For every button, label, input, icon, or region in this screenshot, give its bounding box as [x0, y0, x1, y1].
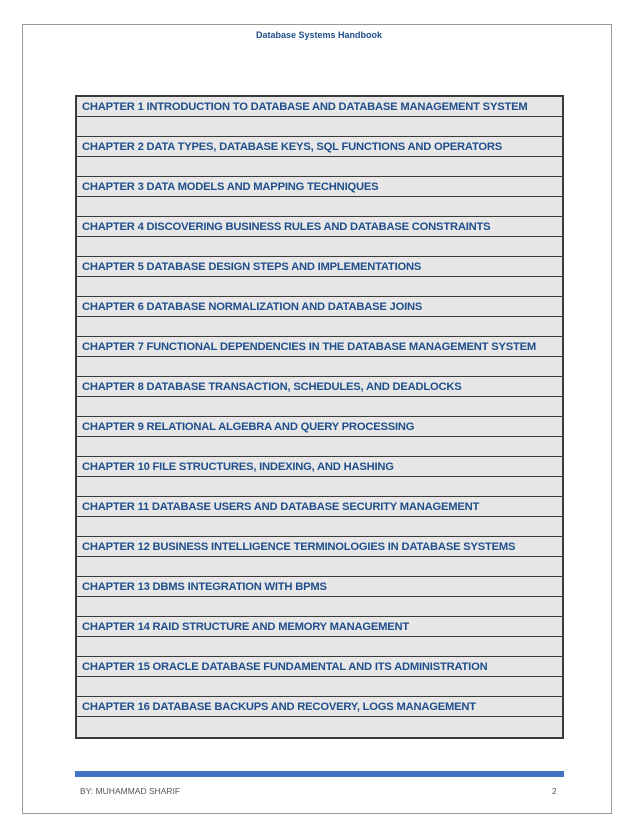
toc-chapter-row[interactable] — [77, 697, 562, 717]
toc-chapter-label: CHAPTER 16 DATABASE BACKUPS AND RECOVERY, LOGS MANAGEMENT — [82, 700, 476, 713]
toc-chapter-label: CHAPTER 1 INTRODUCTION TO DATABASE AND DATABASE MANAGEMENT SYSTEM — [82, 100, 528, 113]
footer-page-number: 2 — [552, 786, 557, 796]
toc-spacer-row — [77, 557, 562, 577]
toc-chapter-row[interactable] — [77, 657, 562, 677]
toc-chapter-row[interactable] — [77, 137, 562, 157]
toc-chapter-row[interactable] — [77, 537, 562, 557]
toc-spacer-row — [77, 677, 562, 697]
toc-chapter-row[interactable] — [77, 297, 562, 317]
document-header-title: Database Systems Handbook — [255, 30, 383, 40]
toc-chapter-label: CHAPTER 13 DBMS INTEGRATION WITH BPMS — [82, 580, 327, 593]
toc-spacer-row — [77, 517, 562, 537]
toc-spacer-row — [77, 317, 562, 337]
toc-spacer-row — [77, 237, 562, 257]
toc-chapter-label: CHAPTER 6 DATABASE NORMALIZATION AND DATABASE JOINS — [82, 300, 423, 313]
toc-chapter-label: CHAPTER 8 DATABASE TRANSACTION, SCHEDULES, AND DEADLOCKS — [82, 380, 462, 393]
toc-chapter-label: CHAPTER 15 ORACLE DATABASE FUNDAMENTAL AND ITS ADMINISTRATION — [82, 660, 488, 673]
toc-spacer-row — [77, 397, 562, 417]
toc-spacer-row — [77, 637, 562, 657]
toc-chapter-label: CHAPTER 2 DATA TYPES, DATABASE KEYS, SQL FUNCTIONS AND OPERATORS — [82, 140, 503, 153]
toc-chapter-label: CHAPTER 3 DATA MODELS AND MAPPING TECHNIQUES — [82, 180, 379, 193]
toc-chapter-label: CHAPTER 5 DATABASE DESIGN STEPS AND IMPLEMENTATIONS — [82, 260, 422, 273]
toc-chapter-row[interactable] — [77, 217, 562, 237]
toc-chapter-label: CHAPTER 11 DATABASE USERS AND DATABASE SECURITY MANAGEMENT — [82, 500, 480, 513]
toc-chapter-label: CHAPTER 9 RELATIONAL ALGEBRA AND QUERY PROCESSING — [82, 420, 415, 433]
footer-author: BY: MUHAMMAD SHARIF — [80, 786, 181, 796]
toc-chapter-row[interactable] — [77, 577, 562, 597]
toc-chapter-label: CHAPTER 12 BUSINESS INTELLIGENCE TERMINOLOGIES IN DATABASE SYSTEMS — [82, 540, 516, 553]
toc-chapter-row[interactable] — [77, 417, 562, 437]
toc-chapter-label: CHAPTER 14 RAID STRUCTURE AND MEMORY MANAGEMENT — [82, 620, 410, 633]
toc-spacer-row — [77, 157, 562, 177]
toc-chapter-label: CHAPTER 4 DISCOVERING BUSINESS RULES AND DATABASE CONSTRAINTS — [82, 220, 491, 233]
toc-chapter-label: CHAPTER 10 FILE STRUCTURES, INDEXING, AND HASHING — [82, 460, 394, 473]
toc-spacer-row — [77, 437, 562, 457]
toc-chapter-row[interactable] — [77, 337, 562, 357]
footer-divider-bar — [75, 771, 564, 777]
toc-chapter-row[interactable] — [77, 377, 562, 397]
toc-spacer-row — [77, 477, 562, 497]
toc-chapter-row[interactable] — [77, 97, 562, 117]
toc-chapter-label: CHAPTER 7 FUNCTIONAL DEPENDENCIES IN THE DATABASE MANAGEMENT SYSTEM — [82, 340, 537, 353]
toc-spacer-row — [77, 117, 562, 137]
toc-spacer-row — [77, 357, 562, 377]
toc-spacer-row — [77, 597, 562, 617]
toc-chapter-row[interactable] — [77, 457, 562, 477]
toc-spacer-row — [77, 277, 562, 297]
toc-chapter-row[interactable] — [77, 497, 562, 517]
toc-chapter-row[interactable] — [77, 177, 562, 197]
table-of-contents — [75, 95, 564, 739]
toc-chapter-row[interactable] — [77, 257, 562, 277]
toc-spacer-row — [77, 717, 562, 737]
toc-spacer-row — [77, 197, 562, 217]
toc-chapter-row[interactable] — [77, 617, 562, 637]
